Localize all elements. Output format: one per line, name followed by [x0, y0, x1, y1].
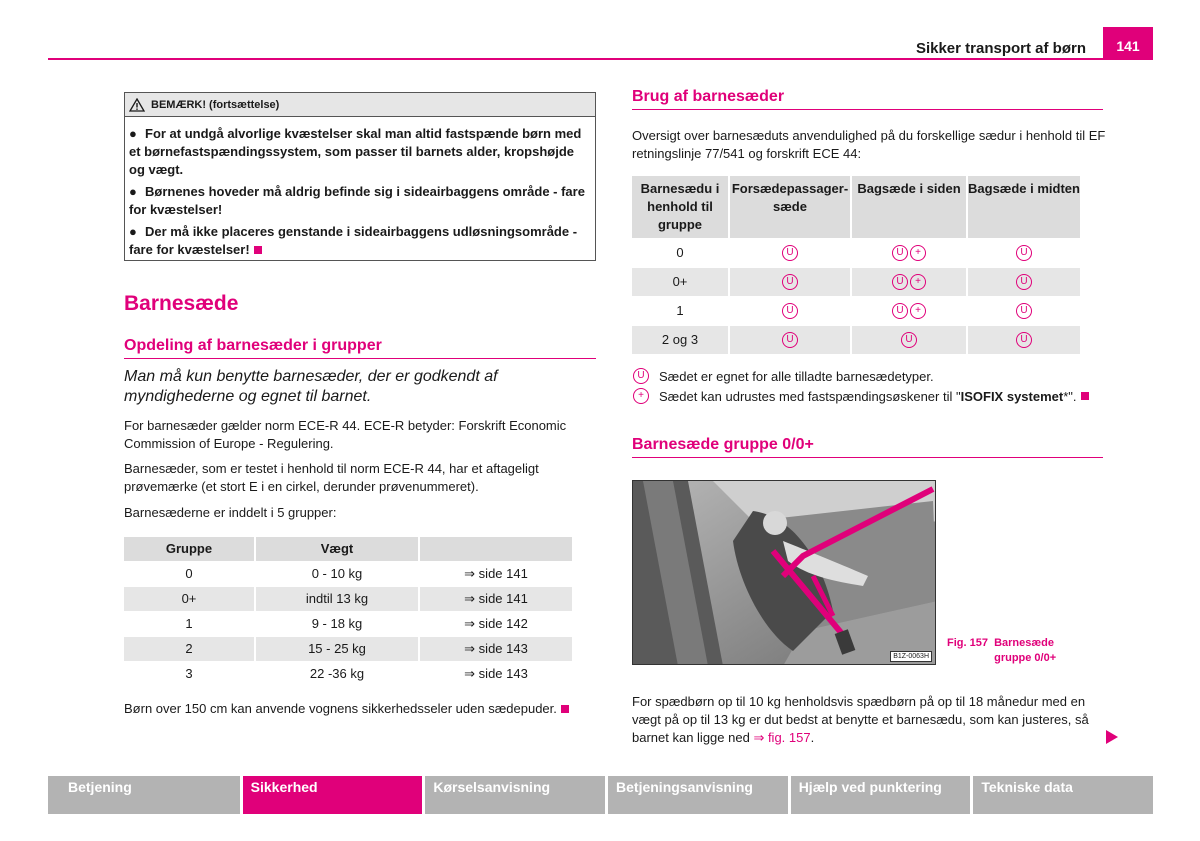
- subsection-title: Barnesæde gruppe 0/0+: [632, 436, 1103, 458]
- warning-header: [125, 93, 595, 117]
- legend-isofix: + Sædet kan udrustes med fastspændingsøskener til " ISOFIX systemet *".: [632, 388, 1089, 404]
- warning-body: [125, 117, 595, 259]
- nav-tab-betjeningsanvisning[interactable]: Betjeningsanvisning: [608, 776, 788, 814]
- nav-tab-tekniske-data[interactable]: Tekniske data: [973, 776, 1153, 814]
- nav-tab-korselsanvisning[interactable]: Kørselsanvisning: [425, 776, 605, 814]
- child-seat-figure: [632, 480, 936, 665]
- universal-icon: U: [782, 332, 798, 348]
- table-row: 0 0 - 10 kg ⇒ side 141: [124, 561, 573, 586]
- universal-icon: U: [633, 368, 649, 384]
- table-row: 0 U U + U: [632, 238, 1081, 267]
- table-row: 0+ indtil 13 kg ⇒ side 141: [124, 586, 573, 611]
- end-marker-icon: [561, 705, 569, 713]
- paragraph: Barnesæderne er inddelt i 5 grupper:: [124, 505, 337, 520]
- paragraph: Oversigt over barnesæduts anvendulighed på du forskellige sædur i henhold til EF retningslinje 77/541 og forskrift ECE 44:: [632, 128, 1106, 161]
- isofix-plus-icon: +: [910, 274, 926, 290]
- section-title: Barnesæde: [124, 292, 239, 315]
- universal-icon: U: [1016, 274, 1032, 290]
- universal-icon: U: [782, 245, 798, 261]
- isofix-plus-icon: +: [910, 245, 926, 261]
- end-marker-icon: [1081, 392, 1089, 400]
- column-header: Bagsæde i midten: [967, 176, 1081, 238]
- page-reference-link[interactable]: ⇒ side 141: [419, 586, 573, 611]
- paragraph: Børn over 150 cm kan anvende vognens sikkerhedsseler uden sædepuder.: [124, 700, 594, 718]
- table-row: 1 U U + U: [632, 296, 1081, 325]
- universal-icon: U: [892, 303, 908, 319]
- bullet-icon: ●: [129, 126, 137, 141]
- paragraph: Barnesæder, som er testet i henhold til norm ECE-R 44, har et aftageligt prøvemærke (et stort E i en cirkel, derunder prøvenummeret).: [124, 461, 539, 494]
- end-marker-icon: [254, 246, 262, 254]
- table-row: 0+ U U + U: [632, 267, 1081, 296]
- chapter-navigation: [48, 776, 1153, 814]
- seat-suitability-table: [632, 176, 1082, 354]
- bullet-icon: ●: [129, 184, 137, 199]
- table-header-row: [124, 537, 573, 561]
- warning-item: ● For at undgå alvorlige kvæstelser skal man altid fastspænde børn med et børnefastspændingssystem, som passer til barnets alder, kropshøjde og vægt.: [129, 126, 582, 177]
- column-header: [419, 537, 573, 561]
- table-header-row: [632, 176, 1081, 238]
- figure-code-label: B1Z-0063H: [890, 651, 932, 662]
- column-header: Gruppe: [124, 537, 255, 561]
- intro-text: Man må kun benytte barnesæder, der er godkendt af myndighederne og egnet til barnet.: [124, 368, 498, 405]
- column-header: Bagsæde i siden: [851, 176, 967, 238]
- paragraph: For barnesæder gælder norm ECE-R 44. ECE-R betyder: Forskrift Economic Commission of Europe - Regulering.: [124, 418, 567, 451]
- page-reference-link[interactable]: ⇒ side 142: [419, 611, 573, 636]
- table-row: 1 9 - 18 kg ⇒ side 142: [124, 611, 573, 636]
- universal-icon: U: [892, 245, 908, 261]
- paragraph: For spædbørn op til 10 kg henholdsvis spædbørn på op til 18 månedur med en vægt på op til 13 kg er dut bedst at benytte et barnesædu, som kan justeres, så barnet kan ligge ned ⇒ fig. 157.: [632, 694, 1089, 745]
- column-header: Barnesædu i henhold til gruppe: [632, 176, 729, 238]
- universal-icon: U: [782, 303, 798, 319]
- isofix-plus-icon: +: [910, 303, 926, 319]
- table-row: 2 15 - 25 kg ⇒ side 143: [124, 636, 573, 661]
- warning-box: [124, 92, 596, 261]
- next-page-arrow-icon[interactable]: [1106, 730, 1118, 744]
- isofix-plus-icon: +: [633, 388, 649, 404]
- table-row: 3 22 -36 kg ⇒ side 143: [124, 661, 573, 686]
- page-reference-link[interactable]: ⇒ side 141: [419, 561, 573, 586]
- warning-item: ● Børnenes hoveder må aldrig befinde sig i sideairbaggens område - fare for kvæstelser!: [129, 184, 585, 217]
- bullet-icon: ●: [129, 224, 137, 239]
- page-number: 141: [1103, 27, 1153, 60]
- column-header: Forsædepassager-sæde: [729, 176, 851, 238]
- group-table: [124, 537, 574, 686]
- nav-tab-hjaelp-ved-punktering[interactable]: Hjælp ved punktering: [791, 776, 971, 814]
- child-seat-illustration: [633, 481, 936, 665]
- subsection-title: Opdeling af barnesæder i grupper: [124, 337, 596, 359]
- table-row: 2 og 3 U U U: [632, 325, 1081, 354]
- universal-icon: U: [1016, 245, 1032, 261]
- section-title: Brug af barnesæder: [632, 88, 1103, 110]
- universal-icon: U: [1016, 303, 1032, 319]
- universal-icon: U: [782, 274, 798, 290]
- column-header: Vægt: [255, 537, 419, 561]
- nav-tab-betjening[interactable]: Betjening: [48, 776, 240, 814]
- universal-icon: U: [1016, 332, 1032, 348]
- universal-icon: U: [892, 274, 908, 290]
- page-reference-link[interactable]: ⇒ side 143: [419, 636, 573, 661]
- header-rule: [48, 58, 1152, 60]
- figure-reference-link[interactable]: ⇒ fig. 157: [753, 730, 811, 745]
- page-reference-link[interactable]: ⇒ side 143: [419, 661, 573, 686]
- warning-title: BEMÆRK! (fortsættelse): [151, 98, 280, 111]
- warning-triangle-icon: [129, 98, 145, 112]
- chapter-title: Sikker transport af børn: [915, 40, 1086, 57]
- figure-caption: Fig. 157 Barnesæde gruppe 0/0+: [947, 637, 1057, 664]
- warning-item: ● Der må ikke placeres genstande i sideairbaggens udløsningsområde - fare for kvæstelser!: [129, 224, 578, 257]
- nav-tab-sikkerhed[interactable]: Sikkerhed: [243, 776, 423, 814]
- universal-icon: U: [901, 332, 917, 348]
- legend-universal: U Sædet er egnet for alle tilladte barnesædetyper.: [632, 368, 934, 384]
